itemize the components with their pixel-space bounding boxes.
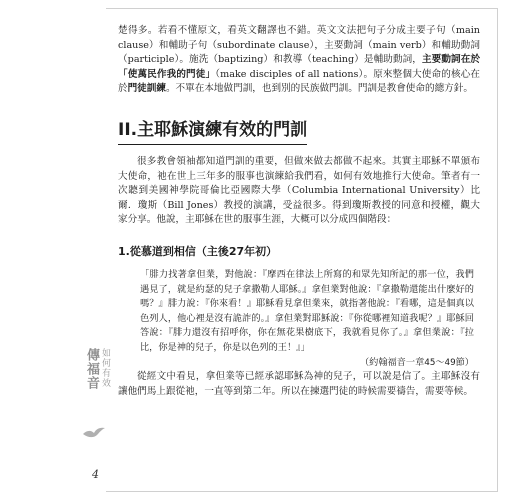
para1-text2: （make disciples of all nations）。原來整個大使命的核心在於 <box>118 68 480 95</box>
quote-text: 「腓力找著拿但業，對他說：『摩西在律法上所寫的和眾先知所記的那一位，我們遇見了，就是約瑟的兒子拿撒勒人耶穌。』拿但業對他說：『拿撒勒還能出什麼好的嗎？』腓力說：『你來看！』耶穌看見拿但業來，就指著他說：『看哪，這是個真以色列人，他心裡是沒有詭詐的。』拿但業對耶穌說：『你從哪裡知道我呢？』耶穌回答說：『腓力還沒有招呼你，你在無花果樹底下，我就看見你了。』拿但業說：『拉比，你是神的兒子，你是以色列的王！』」 <box>140 268 474 353</box>
dove-icon <box>82 426 106 440</box>
page-number: 4 <box>92 468 99 481</box>
quote-source: （約翰福音一章45～49節） <box>360 356 474 368</box>
para1-bold1: 主要動詞在於「使萬民作我的門徒」 <box>118 54 481 80</box>
para1-bold2: 門徒訓練 <box>127 83 166 95</box>
para1-text3: 。不單在本地做門訓，也到別的民族做門訓。門訓是教會使命的總方針。 <box>165 83 473 95</box>
book-title-line1: 如何有效 <box>100 348 110 388</box>
side-strip <box>38 8 106 492</box>
section-heading-text: II.主耶穌演練有效的門訓 <box>118 119 307 145</box>
book-title-line2: 傳福音 <box>84 348 99 390</box>
book-title-vertical <box>84 348 112 390</box>
section-heading <box>118 119 480 145</box>
paragraph-conclusion: 從經文中看見，拿但業等已經承認耶穌為神的兒子，可以說是信了。主耶穌沒有讓他們馬上跟從祂，一直等到第二年。所以在揀選門徒的時候需要禱告，需要等候。 <box>118 371 480 397</box>
subsection-heading: 1.從慕道到相信（主後27年初） <box>118 244 278 258</box>
page-content <box>118 24 480 399</box>
paragraph-continuation <box>118 24 480 97</box>
para1-text1: 楚得多。若看不懂原文，看英文翻譯也不錯。英文文法把句子分成主要子句（main clause）和輔助子句（subordinate clause），主要動詞（main verb）和輔助動詞（participle）。施洗（baptizing）和教導（teaching）是輔助動詞， <box>118 25 480 66</box>
scripture-quote <box>140 268 474 370</box>
paragraph-intro: 很多教會領袖都知道門訓的重要，但做來做去都做不起來。其實主耶穌不單頒布大使命，祂在世上三年多的服事也演練給我們看，如何有效地推行大使命。筆者有一次聽到美國神學院哥倫比亞國際大學（Columbia International University）比爾．瓊斯（Bill Jones）教授的演講，受益很多。得到瓊斯教授的同意和授權，觀大家分享。他說，主耶穌在世的服事生涯，大概可以分成四個階段： <box>118 155 480 226</box>
